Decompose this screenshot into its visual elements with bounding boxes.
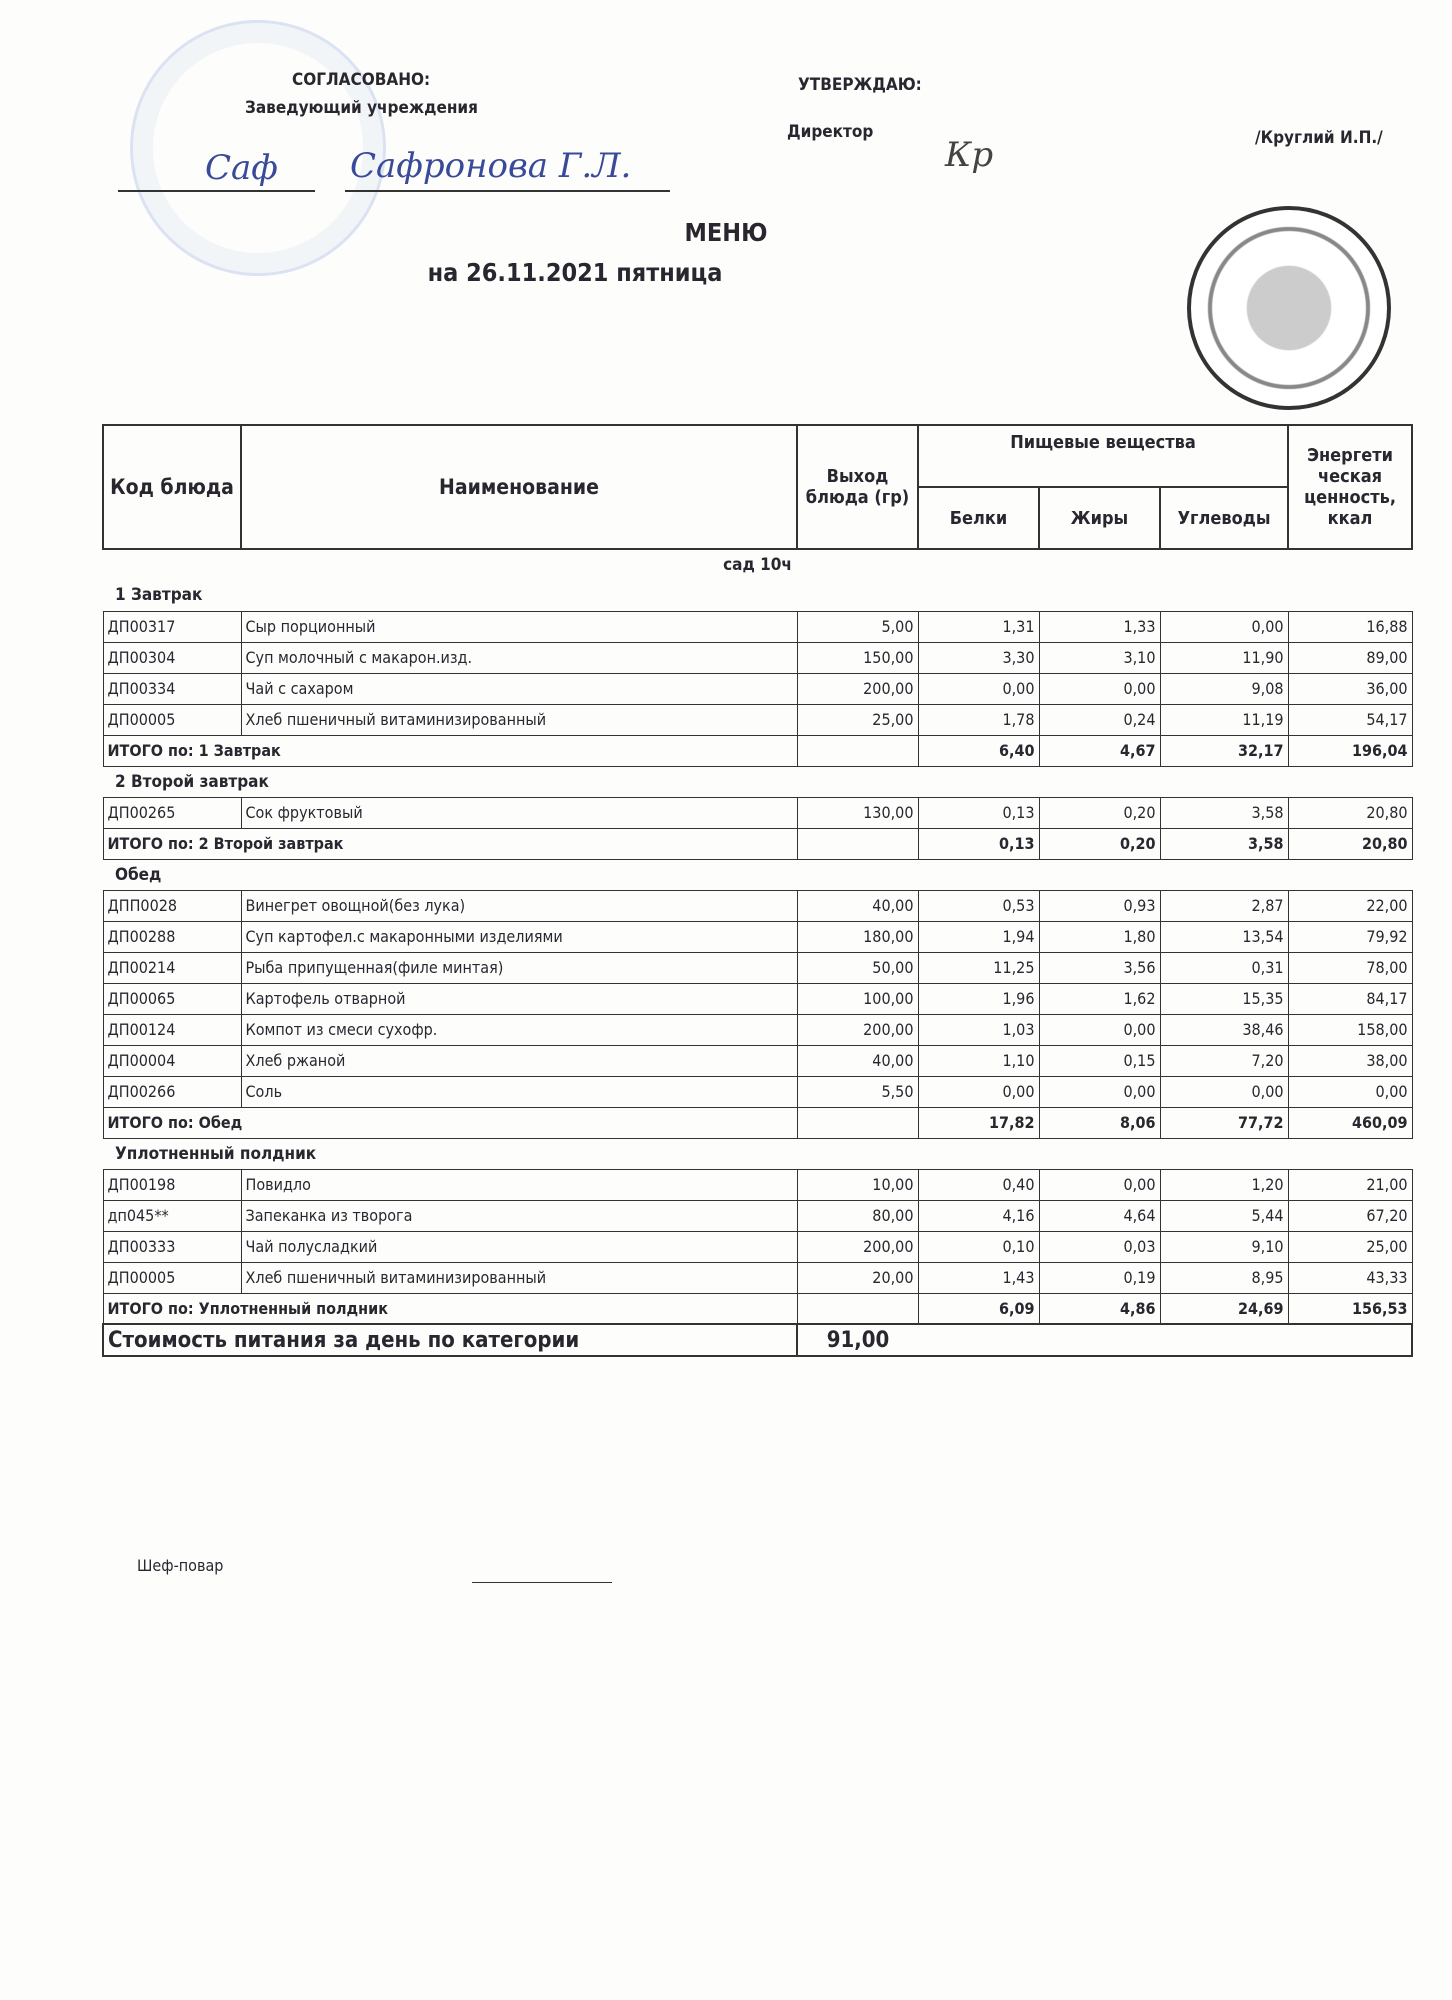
header-yield: Выход блюда (гр) [797,425,918,549]
header-nutrients: Пищевые вещества [918,425,1288,487]
table-row [103,890,1412,921]
cell-yield: 20,00 [797,1262,918,1293]
table-row [103,1262,1412,1293]
cell-name: Повидло [241,1169,797,1200]
cell-name: Винегрет овощной(без лука) [241,890,797,921]
total-row [103,735,1412,766]
cell-protein: 0,00 [918,673,1039,704]
cell-fat: 1,33 [1039,611,1160,642]
cell-code: ДП00065 [103,983,241,1014]
cell-protein: 1,43 [918,1262,1039,1293]
cell-name: Суп молочный с макарон.изд. [241,642,797,673]
cell-protein: 0,10 [918,1231,1039,1262]
cell-energy: 84,17 [1288,983,1412,1014]
table-row [103,642,1412,673]
cell-energy: 158,00 [1288,1014,1412,1045]
total-carbs: 24,69 [1160,1293,1288,1324]
cell-carbs: 0,31 [1160,952,1288,983]
cell-fat: 0,00 [1039,1169,1160,1200]
cost-empty [918,1324,1412,1356]
cell-fat: 0,93 [1039,890,1160,921]
total-protein: 6,40 [918,735,1039,766]
total-yield [797,828,918,859]
cell-yield: 100,00 [797,983,918,1014]
total-label: ИТОГО по: 2 Второй завтрак [103,828,797,859]
cell-yield: 5,50 [797,1076,918,1107]
cell-carbs: 8,95 [1160,1262,1288,1293]
cell-name: Сыр порционный [241,611,797,642]
cell-protein: 1,31 [918,611,1039,642]
total-fat: 4,86 [1039,1293,1160,1324]
cell-code: ДП00304 [103,642,241,673]
chef-signature-line [472,1582,612,1583]
total-fat: 0,20 [1039,828,1160,859]
total-energy: 156,53 [1288,1293,1412,1324]
header-carbs: Углеводы [1160,487,1288,549]
cell-carbs: 9,10 [1160,1231,1288,1262]
cell-code: ДП00124 [103,1014,241,1045]
cell-name: Соль [241,1076,797,1107]
cell-protein: 0,00 [918,1076,1039,1107]
cell-fat: 3,56 [1039,952,1160,983]
total-carbs: 32,17 [1160,735,1288,766]
cell-name: Хлеб пшеничный витаминизированный [241,704,797,735]
cell-fat: 0,00 [1039,673,1160,704]
cell-name: Хлеб пшеничный витаминизированный [241,1262,797,1293]
cell-code: дп045** [103,1200,241,1231]
total-yield [797,735,918,766]
cell-energy: 43,33 [1288,1262,1412,1293]
cell-energy: 79,92 [1288,921,1412,952]
cell-name: Чай с сахаром [241,673,797,704]
cell-name: Компот из смеси сухофр. [241,1014,797,1045]
section-title: Уплотненный полдник [115,1143,317,1164]
cell-energy: 36,00 [1288,673,1412,704]
cell-code: ДП00317 [103,611,241,642]
table-row [103,952,1412,983]
cell-yield: 40,00 [797,1045,918,1076]
cell-fat: 0,20 [1039,797,1160,828]
cell-yield: 180,00 [797,921,918,952]
approved-title: СОГЛАСОВАНО: [292,70,431,90]
cell-carbs: 13,54 [1160,921,1288,952]
cell-carbs: 3,58 [1160,797,1288,828]
cell-energy: 16,88 [1288,611,1412,642]
table-row [103,704,1412,735]
cell-protein: 11,25 [918,952,1039,983]
cell-protein: 3,30 [918,642,1039,673]
cell-yield: 50,00 [797,952,918,983]
cell-energy: 0,00 [1288,1076,1412,1107]
table-row [103,921,1412,952]
cell-fat: 0,15 [1039,1045,1160,1076]
cell-yield: 25,00 [797,704,918,735]
cell-name: Картофель отварной [241,983,797,1014]
table-row [103,1014,1412,1045]
cell-fat: 0,19 [1039,1262,1160,1293]
total-energy: 460,09 [1288,1107,1412,1138]
cell-yield: 200,00 [797,673,918,704]
table-row [103,1169,1412,1200]
table-row [103,673,1412,704]
cell-yield: 10,00 [797,1169,918,1200]
cell-protein: 1,94 [918,921,1039,952]
table-row [103,983,1412,1014]
approver-signature: Сафронова Г.Л. [350,146,632,186]
group-row [103,549,1412,580]
cell-energy: 67,20 [1288,1200,1412,1231]
cell-protein: 0,53 [918,890,1039,921]
cell-protein: 0,13 [918,797,1039,828]
page-subtitle: на 26.11.2021 пятница [427,258,723,287]
cell-carbs: 1,20 [1160,1169,1288,1200]
cost-label: Стоимость питания за день по категории [103,1324,797,1356]
signature-name-line [345,190,670,192]
table-row [103,611,1412,642]
cell-energy: 20,80 [1288,797,1412,828]
table-row [103,1231,1412,1262]
approve-title: УТВЕРЖДАЮ: [798,75,922,95]
total-row [103,1293,1412,1324]
header-fat: Жиры [1039,487,1160,549]
director-role: Директор [787,122,874,142]
header-name: Наименование [241,425,797,549]
cost-row [103,1324,1412,1356]
cell-protein: 4,16 [918,1200,1039,1231]
total-protein: 6,09 [918,1293,1039,1324]
cell-protein: 1,96 [918,983,1039,1014]
cell-energy: 89,00 [1288,642,1412,673]
cell-yield: 130,00 [797,797,918,828]
group-label: сад 10ч [723,555,792,575]
signature-mark: Саф [205,148,278,188]
cell-code: ДПП0028 [103,890,241,921]
section-row [103,859,1412,890]
cell-carbs: 7,20 [1160,1045,1288,1076]
signature-line [118,190,315,192]
cell-name: Хлеб ржаной [241,1045,797,1076]
cell-fat: 1,62 [1039,983,1160,1014]
cell-code: ДП00005 [103,1262,241,1293]
total-protein: 17,82 [918,1107,1039,1138]
cell-fat: 3,10 [1039,642,1160,673]
cell-yield: 200,00 [797,1014,918,1045]
cell-code: ДП00333 [103,1231,241,1262]
page-title: МЕНЮ [684,218,768,247]
section-title: 1 Завтрак [115,585,203,606]
total-fat: 4,67 [1039,735,1160,766]
total-yield [797,1107,918,1138]
cell-carbs: 0,00 [1160,1076,1288,1107]
cell-protein: 1,03 [918,1014,1039,1045]
cell-energy: 25,00 [1288,1231,1412,1262]
cell-yield: 200,00 [797,1231,918,1262]
total-carbs: 77,72 [1160,1107,1288,1138]
cell-energy: 78,00 [1288,952,1412,983]
total-row [103,1107,1412,1138]
total-label: ИТОГО по: Обед [103,1107,797,1138]
menu-table [102,424,1413,1357]
cell-code: ДП00288 [103,921,241,952]
cell-carbs: 11,19 [1160,704,1288,735]
cell-protein: 1,78 [918,704,1039,735]
cell-yield: 40,00 [797,890,918,921]
section-row [103,580,1412,611]
cell-carbs: 15,35 [1160,983,1288,1014]
cell-yield: 80,00 [797,1200,918,1231]
total-label: ИТОГО по: 1 Завтрак [103,735,797,766]
header-code: Код блюда [103,425,241,549]
cell-fat: 0,00 [1039,1076,1160,1107]
chef-label: Шеф-повар [137,1556,224,1575]
cell-name: Сок фруктовый [241,797,797,828]
cell-carbs: 11,90 [1160,642,1288,673]
cell-carbs: 2,87 [1160,890,1288,921]
cell-code: ДП00334 [103,673,241,704]
cell-energy: 38,00 [1288,1045,1412,1076]
total-protein: 0,13 [918,828,1039,859]
cell-yield: 5,00 [797,611,918,642]
table-row [103,1045,1412,1076]
section-title: Обед [115,864,162,885]
cell-carbs: 5,44 [1160,1200,1288,1231]
cell-name: Рыба припущенная(филе минтая) [241,952,797,983]
cell-yield: 150,00 [797,642,918,673]
header-energy: Энергети ческая ценность, ккал [1288,425,1412,549]
cell-energy: 22,00 [1288,890,1412,921]
cell-name: Суп картофел.с макаронными изделиями [241,921,797,952]
section-title: 2 Второй завтрак [115,771,269,792]
table-row [103,1200,1412,1231]
cell-protein: 0,40 [918,1169,1039,1200]
total-fat: 8,06 [1039,1107,1160,1138]
cell-fat: 1,80 [1039,921,1160,952]
total-energy: 196,04 [1288,735,1412,766]
cell-code: ДП00198 [103,1169,241,1200]
cell-code: ДП00265 [103,797,241,828]
cell-code: ДП00004 [103,1045,241,1076]
cell-code: ДП00005 [103,704,241,735]
total-row [103,828,1412,859]
cost-value: 91,00 [797,1324,918,1356]
cell-name: Запеканка из творога [241,1200,797,1231]
cell-fat: 0,00 [1039,1014,1160,1045]
total-carbs: 3,58 [1160,828,1288,859]
table-row [103,1076,1412,1107]
cell-carbs: 0,00 [1160,611,1288,642]
cell-fat: 0,24 [1039,704,1160,735]
cell-name: Чай полусладкий [241,1231,797,1262]
header-protein: Белки [918,487,1039,549]
approved-role: Заведующий учреждения [245,98,478,118]
total-yield [797,1293,918,1324]
cell-carbs: 9,08 [1160,673,1288,704]
total-energy: 20,80 [1288,828,1412,859]
director-name: /Круглий И.П./ [1255,128,1383,148]
director-signature: Кр [945,135,994,175]
cell-code: ДП00266 [103,1076,241,1107]
total-label: ИТОГО по: Уплотненный полдник [103,1293,797,1324]
table-row [103,797,1412,828]
cell-fat: 0,03 [1039,1231,1160,1262]
section-row [103,1138,1412,1169]
cell-code: ДП00214 [103,952,241,983]
section-row [103,766,1412,797]
cell-energy: 21,00 [1288,1169,1412,1200]
cell-energy: 54,17 [1288,704,1412,735]
cell-carbs: 38,46 [1160,1014,1288,1045]
cell-protein: 1,10 [918,1045,1039,1076]
cell-fat: 4,64 [1039,1200,1160,1231]
